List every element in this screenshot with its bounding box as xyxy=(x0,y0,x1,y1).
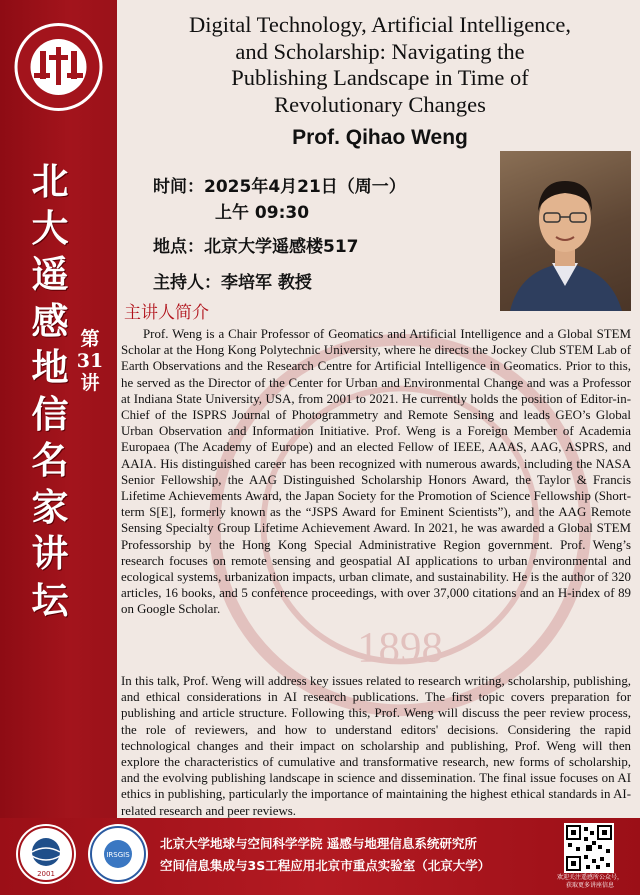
qr-caption: 欢迎关注遥感所公众号，获取更多讲座信息 xyxy=(557,874,624,889)
event-time-hour: 上午 09:30 xyxy=(215,203,310,223)
speaker-portrait-icon xyxy=(500,151,631,311)
wechat-qr-code[interactable] xyxy=(564,823,614,873)
speaker-name: Prof. Qihao Weng xyxy=(292,126,468,149)
speaker-photo xyxy=(500,151,631,311)
event-place: 地点：北京大学遥感楼517 xyxy=(153,237,359,257)
lecture-number: 第 31 讲 xyxy=(76,328,104,394)
svg-text:2001: 2001 xyxy=(37,870,55,878)
footer-banner xyxy=(0,818,640,895)
peking-university-seal xyxy=(12,7,105,127)
svg-text:IRSGIS: IRSGIS xyxy=(106,851,130,859)
school-logo-icon xyxy=(14,822,78,886)
left-banner xyxy=(0,0,117,818)
svg-text:1898: 1898 xyxy=(357,624,443,672)
lecture-title: Digital Technology, Artificial Intelligence, and Scholarship: Navigating the Publishing Landscape in Time of Revolutionary Changes xyxy=(188,12,572,117)
footer-institute: 北京大学地球与空间科学学院 遥感与地理信息系统研究所 xyxy=(160,836,477,851)
forum-title-vertical: 北 大 遥 感 地 信 名 家 讲 坛 xyxy=(31,159,69,622)
footer-lab: 空间信息集成与3S工程应用北京市重点实验室（北京大学） xyxy=(160,858,491,873)
bio-heading: 主讲人简介 xyxy=(124,303,209,323)
event-time: 时间：2025年4月21日（周一） xyxy=(153,177,406,197)
event-host: 主持人：李培军 教授 xyxy=(153,273,312,293)
talk-abstract: In this talk, Prof. Weng will address key issues related to research writing, scholarship, publishing, and ethical considerations in AI research publications. The first topic covers preparation for publishing and article structure. Following this, Prof. Weng will discuss the peer review process, the role of reviewers, and how to understand editors' decisions. Considering the rapid technological changes and their impact on scholarship and publishing, Prof. Weng will then explore the characteristics of cumulative and transformative research, new forms of scholarship, and the evolving publishing landscape in science and dissemination. The final issue focuses on AI ethics in publishing, particularly the importance of maintaining the highest ethical standards in AI-related research and peer reviews. xyxy=(121,674,631,818)
speaker-bio: Prof. Weng is a Chair Professor of Geomatics and Artificial Intelligence and a Global STEM Scholar at the Hong Kong Polytechnic University, where he directs the Jockey Club STEM Lab of Earth Observations and the Research Centre for Artificial Intelligence in Geomatics. Prior to this, he served as the Director of the Center for Urban and Environmental Change and was a Professor at Indiana State University, USA, from 2001 to 2021. He currently holds the position of Editor-in-Chief of the ISPRS Journal of Photogrammetry and Remote Sensing and leads GEO’s Global Urban Observation and Information Initiative. Prof. Weng is a Foreign Member of Academia Europaea (The Academy of Europe) and an elected Fellow of IEEE, AAAS, AAG, ASPRS, and AAIA. His distinguished career has been recognized with numerous awards, including the NASA Senior Fellowship, the AAG Distinguished Scholarship Honors Award, the Taylor & Francis Lifetime Achievements Award, the Japan Society for the Promotion of Science Fellowship (Short-term S[E], formerly known as the “JSPS Award for Eminent Scientists”), and the AAG Remote Sensing Specialty Group Lifetime Achievement Award. In 2021, he was awarded a Global STEM Professorship by the Hong Kong Special Administrative Region government. Prof. Weng’s research focuses on remote sensing and geospatial AI applications to urban environmental and ecological systems, urbanization impacts, urban climate, and sustainability. He is the author of 320 articles, 16 books, and 5 conference proceedings, with over 37,000 citations and an H-index of 89 on Google Scholar. xyxy=(121,327,631,617)
irsgis-logo-icon xyxy=(86,822,150,886)
qr-code-icon xyxy=(566,825,612,871)
